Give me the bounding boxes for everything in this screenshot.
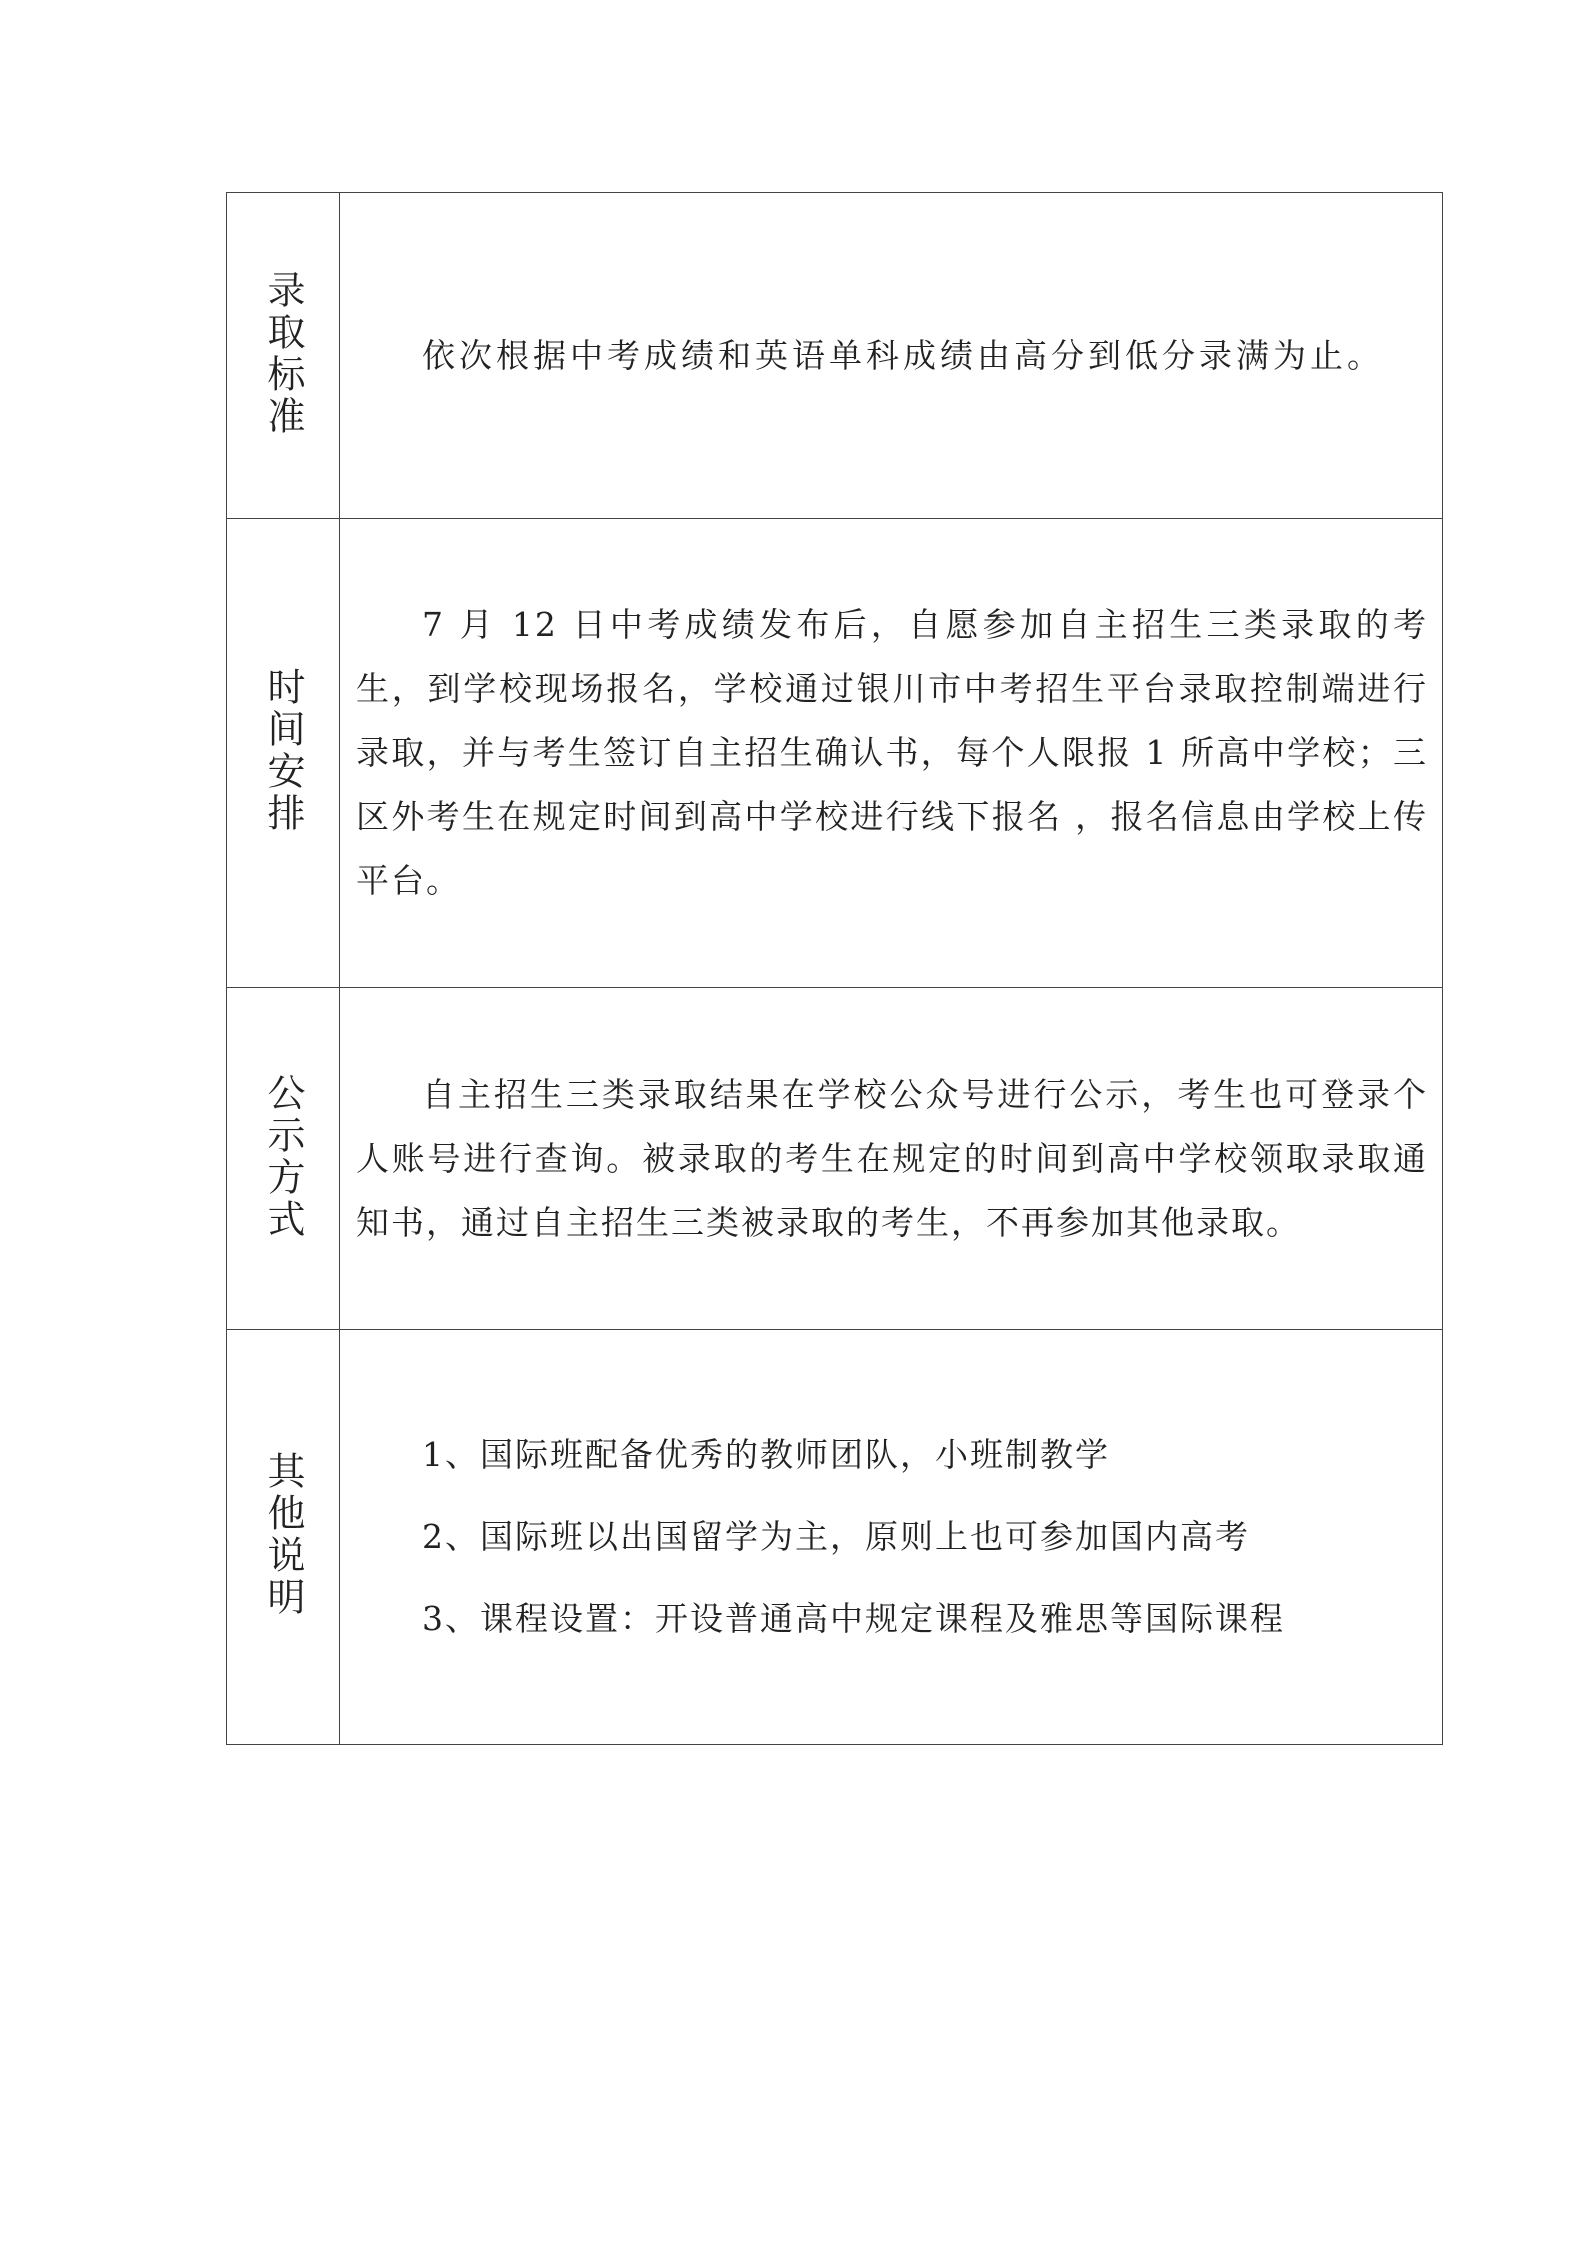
publicity-text: 自主招生三类录取结果在学校公众号进行公示，考生也可登录个人账号进行查询。被录取的考生在规定的时间到高中学校领取录取通知书，通过自主招生三类被录取的考生，不再参加其他录取。 [356,1074,1428,1242]
table-row [227,519,1443,988]
row-content-cell [340,1330,1443,1745]
admission-info-table [226,192,1443,1745]
row-label-publicity: 公示方式 [261,1072,305,1241]
row-content-cell [340,519,1443,988]
row-content-cell [340,193,1443,519]
row-label-other-notes: 其他说明 [261,1451,305,1619]
row-label-cell [227,519,340,988]
list-item: 3、课程设置：开设普通高中规定课程及雅思等国际课程 [422,1599,1285,1638]
table-row [227,193,1443,519]
schedule-text: 7 月 12 日中考成绩发布后，自愿参加自主招生三类录取的考生，到学校现场报名，学校通过银川市中考招生平台录取控制端进行录取，并与考生签订自主招生确认书，每个人限报 1 所高中学校；三区外考生在规定时间到高中学校进行线下报名 ，报名信息由学校上传平台。 [356,605,1428,900]
table-row [227,1330,1443,1745]
row-label-cell [227,1330,340,1745]
other-notes-list [356,1414,1428,1660]
table-row [227,988,1443,1330]
list-item: 1、国际班配备优秀的教师团队，小班制教学 [422,1435,1110,1474]
row-label-cell [227,988,340,1330]
list-item: 2、国际班以出国留学为主，原则上也可参加国内高考 [422,1517,1250,1556]
row-label-admission-standard: 录取标准 [261,269,305,438]
row-content-cell [340,988,1443,1330]
row-label-schedule: 时间安排 [261,667,305,835]
row-label-cell [227,193,340,519]
admission-standard-text: 依次根据中考成绩和英语单科成绩由高分到低分录满为止。 [422,335,1384,375]
